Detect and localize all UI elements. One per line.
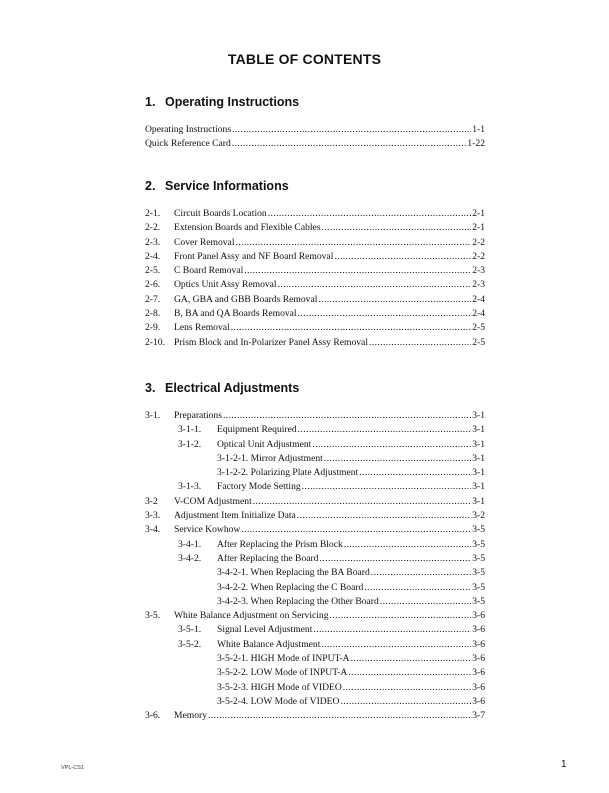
dot-leader: [330, 609, 472, 623]
dot-leader: [268, 207, 471, 221]
section-title: Service Informations: [165, 179, 289, 193]
entry-title: Equipment Required: [217, 424, 297, 436]
dot-leader: [298, 307, 472, 321]
entry-page: 3-6: [472, 667, 485, 679]
entry-title: White Balance Adjustment: [217, 638, 321, 650]
section-title: Operating Instructions: [165, 95, 300, 109]
section-title: Electrical Adjustments: [165, 381, 300, 395]
dot-leader: [322, 221, 472, 235]
toc-entry[interactable]: [0, 438, 609, 452]
entry-title: Factory Mode Setting: [217, 481, 301, 493]
dot-leader: [232, 123, 471, 137]
entry-page: 3-6: [472, 610, 485, 622]
entry-title: B, BA and QA Boards Removal: [174, 308, 297, 320]
entry-page: 3-5: [472, 567, 485, 579]
entry-page: 2-5: [472, 322, 485, 334]
entry-title: 3-5-2-2. LOW Mode of INPUT-A: [217, 667, 348, 679]
dot-leader: [324, 452, 471, 466]
toc-list: [0, 123, 609, 152]
entry-title: Preparations: [174, 410, 222, 421]
entry-title: Extension Boards and Flexible Cables: [174, 222, 321, 234]
entry-title: After Replacing the Board: [217, 552, 319, 564]
entry-page: 3-1: [472, 495, 485, 507]
dot-leader: [244, 264, 471, 278]
dot-leader: [223, 409, 471, 423]
toc-entry[interactable]: [0, 523, 609, 537]
dot-leader: [359, 466, 471, 480]
entry-page: 2-2: [472, 250, 485, 262]
toc-entry[interactable]: [0, 221, 609, 235]
entry-number: 3-5.: [145, 610, 161, 622]
entry-title: Lens Removal: [174, 322, 230, 334]
footer-page-number: 1: [561, 759, 567, 770]
entry-page: 1-22: [467, 138, 485, 150]
toc-entry[interactable]: [0, 695, 609, 709]
toc-entry[interactable]: [0, 638, 609, 652]
entry-title: Memory: [174, 710, 208, 722]
entry-title: V-COM Adjustment: [174, 495, 252, 507]
toc-entry[interactable]: [0, 538, 609, 552]
section-number: 1.: [145, 95, 156, 109]
toc-entry[interactable]: [0, 321, 609, 335]
toc-entry[interactable]: [0, 307, 609, 321]
entry-title: C Board Removal: [174, 265, 244, 277]
toc-entry[interactable]: [0, 709, 609, 723]
entry-page: 3-1: [472, 438, 485, 450]
entry-page: 3-6: [472, 624, 485, 636]
toc-entry[interactable]: [0, 250, 609, 264]
toc-entry[interactable]: [0, 466, 609, 480]
dot-leader: [344, 538, 471, 552]
entry-number: 2-10.: [145, 336, 165, 348]
entry-number: 2-6.: [145, 279, 161, 291]
entry-page: 3-6: [472, 681, 485, 693]
entry-page: 2-4: [472, 308, 485, 320]
toc-entry[interactable]: [0, 278, 609, 292]
entry-page: 3-5: [472, 524, 485, 536]
toc-entry[interactable]: [0, 609, 609, 623]
entry-title: Front Panel Assy and NF Board Removal: [174, 250, 334, 262]
dot-leader: [235, 236, 471, 250]
dot-leader: [351, 652, 472, 666]
entry-title: Optics Unit Assy Removal: [174, 279, 277, 291]
section-number: 3.: [145, 381, 156, 395]
entry-title: 3-1-2-2. Polarizing Plate Adjustment: [217, 467, 359, 479]
entry-title: 3-5-2-1. HIGH Mode of INPUT-A: [217, 653, 350, 665]
entry-page: 3-5: [472, 552, 485, 564]
entry-page: 3-6: [472, 653, 485, 665]
dot-leader: [313, 623, 471, 637]
entry-number: 3-1.: [145, 410, 161, 421]
toc-entry[interactable]: [0, 423, 609, 437]
dot-leader: [241, 523, 471, 537]
entry-page: 2-2: [472, 236, 485, 248]
entry-page: 2-3: [472, 265, 485, 277]
toc-entry[interactable]: [0, 652, 609, 666]
entry-number: 3-5-1.: [178, 624, 202, 636]
entry-title: 3-5-2-4. LOW Mode of VIDEO: [217, 695, 340, 707]
toc-list: [0, 207, 609, 350]
toc-entry[interactable]: [0, 566, 609, 580]
entry-number: 3-1-3.: [178, 481, 202, 493]
entry-title: Operating Instructions: [145, 124, 232, 135]
entry-page: 3-6: [472, 695, 485, 707]
toc-entry[interactable]: [0, 123, 609, 137]
page-title: TABLE OF CONTENTS: [227, 51, 382, 67]
toc-entry[interactable]: [0, 681, 609, 695]
toc-entry[interactable]: [0, 236, 609, 250]
dot-leader: [343, 681, 471, 695]
entry-page: 3-5: [472, 595, 485, 607]
toc-entry[interactable]: [0, 207, 609, 221]
toc-entry[interactable]: [0, 452, 609, 466]
entry-title: Service Kowhow: [174, 524, 241, 536]
toc-entry[interactable]: [0, 495, 609, 509]
dot-leader: [348, 666, 471, 680]
entry-page: 2-1: [472, 222, 485, 234]
entry-page: 3-1: [472, 467, 485, 479]
dot-leader: [369, 336, 471, 350]
dot-leader: [253, 495, 471, 509]
entry-number: 2-8.: [145, 308, 161, 320]
entry-title: Prism Block and In-Polarizer Panel Assy Removal: [174, 336, 368, 348]
section-heading: [145, 381, 299, 395]
toc-list: [0, 409, 609, 724]
toc-entry[interactable]: [0, 293, 609, 307]
dot-leader: [334, 250, 471, 264]
toc-entry[interactable]: [0, 595, 609, 609]
toc-entry[interactable]: [0, 137, 609, 151]
entry-page: 2-1: [472, 208, 485, 219]
entry-page: 2-5: [472, 336, 485, 348]
entry-number: 3-1-2.: [178, 438, 202, 450]
dot-leader: [321, 638, 471, 652]
toc-entry[interactable]: [0, 623, 609, 637]
entry-number: 3-6.: [145, 710, 161, 722]
entry-number: 3-1-1.: [178, 424, 202, 436]
dot-leader: [364, 581, 471, 595]
entry-number: 3-4.: [145, 524, 161, 536]
entry-title: 3-4-2-2. When Replacing the C Board: [217, 581, 364, 593]
dot-leader: [232, 137, 467, 151]
section-number: 2.: [145, 179, 156, 193]
dot-leader: [318, 293, 471, 307]
entry-page: 2-4: [472, 293, 485, 305]
entry-page: 1-1: [472, 124, 485, 135]
footer-model: VPL-CS1: [61, 765, 84, 771]
toc-entry[interactable]: [0, 264, 609, 278]
dot-leader: [231, 321, 472, 335]
entry-number: 3-2: [145, 495, 158, 507]
toc-entry[interactable]: [0, 409, 609, 423]
entry-page: 3-5: [472, 581, 485, 593]
entry-page: 3-7: [472, 710, 485, 722]
entry-title: Adjustment Item Initialize Data: [174, 510, 296, 522]
entry-title: 3-4-2-3. When Replacing the Other Board: [217, 595, 379, 607]
entry-title: GA, GBA and GBB Boards Removal: [174, 293, 318, 305]
dot-leader: [320, 552, 472, 566]
dot-leader: [380, 595, 471, 609]
dot-leader: [297, 509, 471, 523]
dot-leader: [340, 695, 471, 709]
entry-title: Signal Level Adjustment: [217, 624, 313, 636]
dot-leader: [278, 278, 472, 292]
entry-number: 2-2.: [145, 222, 161, 234]
entry-number: 2-3.: [145, 236, 161, 248]
entry-title: Circuit Boards Location: [174, 208, 267, 219]
entry-page: 3-1: [472, 410, 485, 421]
toc-entry[interactable]: [0, 552, 609, 566]
dot-leader: [312, 438, 471, 452]
entry-number: 3-4-1.: [178, 538, 202, 550]
entry-page: 3-5: [472, 538, 485, 550]
entry-title: White Balance Adjustment on Servicing: [174, 610, 329, 622]
entry-number: 2-7.: [145, 293, 161, 305]
toc-entry[interactable]: [0, 666, 609, 680]
entry-page: 3-2: [472, 510, 485, 522]
entry-page: 2-3: [472, 279, 485, 291]
entry-page: 3-1: [472, 424, 485, 436]
entry-number: 3-3.: [145, 510, 161, 522]
entry-title: 3-5-2-3. HIGH Mode of VIDEO: [217, 681, 342, 693]
entry-number: 2-5.: [145, 265, 161, 277]
entry-title: Optical Unit Adjustment: [217, 438, 312, 450]
dot-leader: [371, 566, 471, 580]
entry-title: Quick Reference Card: [145, 138, 231, 150]
entry-number: 2-1.: [145, 208, 161, 219]
section-heading: [145, 95, 299, 109]
entry-title: 3-1-2-1. Mirror Adjustment: [217, 452, 323, 464]
toc-entry[interactable]: [0, 336, 609, 350]
entry-page: 3-1: [472, 481, 485, 493]
entry-title: Cover Removal: [174, 236, 235, 248]
toc-entry[interactable]: [0, 509, 609, 523]
entry-page: 3-1: [472, 452, 485, 464]
entry-title: 3-4-2-1. When Replacing the BA Board: [217, 567, 370, 579]
entry-number: 2-4.: [145, 250, 161, 262]
dot-leader: [298, 423, 472, 437]
dot-leader: [302, 480, 472, 494]
toc-entry[interactable]: [0, 480, 609, 494]
dot-leader: [208, 709, 471, 723]
entry-title: After Replacing the Prism Block: [217, 538, 343, 550]
toc-entry[interactable]: [0, 581, 609, 595]
section-heading: [145, 179, 289, 193]
entry-number: 2-9.: [145, 322, 161, 334]
entry-number: 3-5-2.: [178, 638, 202, 650]
entry-page: 3-6: [472, 638, 485, 650]
entry-number: 3-4-2.: [178, 552, 202, 564]
